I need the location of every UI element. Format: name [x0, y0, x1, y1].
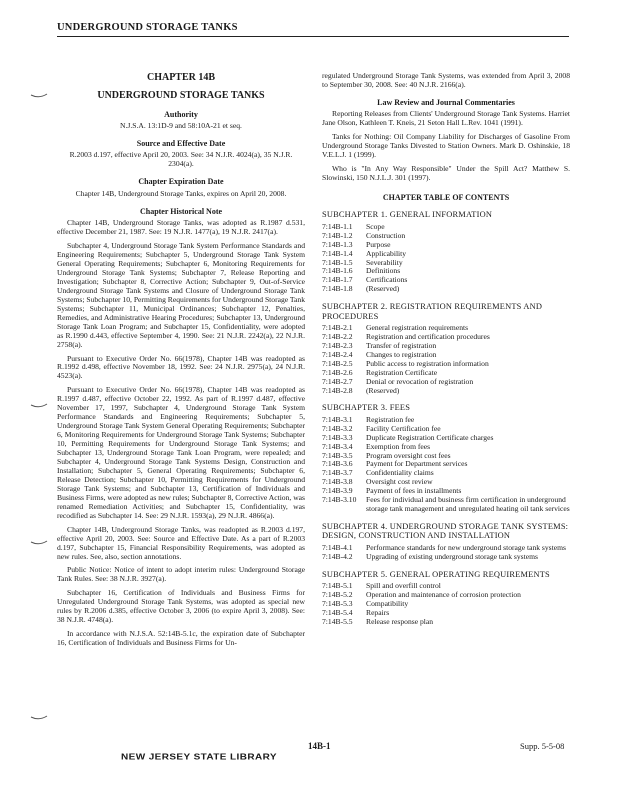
section-title: Oversight cost review	[366, 477, 433, 487]
history-paragraph: Subchapter 16, Certification of Individuals and Business Firms for Unregulated Underground Storage Tank Systems, was adopted as special new rules by R.2006 d.385, effective October 3, 2006 (to expire April 3, 2008). See: 38 N.J.R. 4748(a).	[57, 588, 305, 625]
section-title: (Reserved)	[366, 385, 400, 395]
section-number: 7:14B-3.9	[322, 486, 353, 496]
subchapter-heading: SUBCHAPTER 5. GENERAL OPERATING REQUIREMENTS	[322, 569, 550, 579]
section-title: Certifications	[366, 275, 408, 285]
running-head: UNDERGROUND STORAGE TANKS	[57, 22, 569, 37]
section-title: General registration requirements	[366, 323, 469, 333]
margin-mark-icon	[30, 715, 48, 721]
toc-entry	[322, 553, 570, 562]
section-number: 7:14B-3.7	[322, 468, 353, 478]
source-text: R.2003 d.197, effective April 20, 2003. See: 34 N.J.R. 4024(a), 35 N.J.R. 2304(a).	[69, 150, 293, 169]
law-review-entry: Who is "In Any Way Responsible" Under the Spill Act? Matthew S. Slowinski, 150 N.J.L.J. 301 (1997).	[322, 164, 570, 183]
margin-mark-icon	[30, 540, 48, 546]
section-title: Transfer of registration	[366, 341, 437, 351]
section-number: 7:14B-3.8	[322, 477, 353, 487]
toc-entry	[322, 460, 570, 469]
section-number: 7:14B-1.4	[322, 248, 353, 258]
law-review-entry: Reporting Releases from Clients' Underground Storage Tank Systems. Harriet Jane Olson, Kathleen T. Kneis, 21 Seton Hall L.Rev. 1041 (1991).	[322, 109, 570, 128]
section-title: Duplicate Registration Certificate charges	[366, 432, 494, 442]
toc-entry	[322, 223, 570, 232]
section-title: (Reserved)	[366, 284, 400, 294]
history-paragraph: Subchapter 4, Underground Storage Tank System Performance Standards and Engineering Requirements; Subchapter 5, Underground Storage Tank System General Operating Requirements; Subchapter 6, Monitoring Requirements for Underground Storage Tank Systems; Subchapter 7, Release Reporting and Investigation; Subchapter 8, Corrective Action; Subchapter 9, Out-of-Service Underground Storage Tank Systems and Closure of Underground Storage Tank Systems; Subchapter 10, Permitting Requirements for Underground Storage Tank Systems; Subchapter 11, Municipal Ordinances; Subchapter 12, Penalties, Remedies, and Administrative Hearing Procedures; Subchapter 13, Underground Storage Tank Loan Program; and Subchapter 15, Confidentiality, were adopted as R.1990 d.443, effective September 4, 1990. See: 21 N.J.R. 2242(a), 22 N.J.R. 2758(a).	[57, 241, 305, 349]
section-title: Construction	[366, 230, 406, 240]
history-paragraph: Chapter 14B, Underground Storage Tanks, was adopted as R.1987 d.531, effective December 21, 1987. See: 19 N.J.R. 1477(a), 19 N.J.R. 2417(a).	[57, 218, 305, 237]
page-number: 14B-1	[308, 741, 331, 751]
supplement-date: Supp. 5-5-08	[520, 741, 565, 751]
section-title: Denial or revocation of registration	[366, 376, 474, 386]
continued-paragraph: regulated Underground Storage Tank Systems, was extended from April 3, 2008 to September 30, 2008. See: 40 N.J.R. 2166(a).	[322, 71, 570, 89]
section-number: 7:14B-1.5	[322, 257, 353, 267]
toc-entry	[322, 267, 570, 276]
section-title: Applicability	[366, 248, 407, 258]
section-number: 7:14B-1.2	[322, 230, 353, 240]
toc-entry	[322, 241, 570, 250]
margin-mark-icon	[30, 403, 48, 409]
section-number: 7:14B-3.3	[322, 432, 353, 442]
section-title: Operation and maintenance of corrosion protection	[366, 590, 521, 600]
toc-entry	[322, 276, 570, 285]
section-number: 7:14B-2.7	[322, 376, 353, 386]
chapter-number: CHAPTER 14B	[146, 72, 216, 83]
law-review-heading: Law Review and Journal Commentaries	[377, 97, 515, 107]
subchapter-heading: SUBCHAPTER 4. UNDERGROUND STORAGE TANK SYSTEMS: DESIGN, CONSTRUCTION AND INSTALLATION	[322, 521, 569, 541]
source-heading: Source and Effective Date	[136, 138, 226, 148]
toc-entry	[322, 285, 570, 294]
expiration-text: Chapter 14B, Underground Storage Tanks, expires on April 20, 2008.	[75, 188, 287, 198]
section-number: 7:14B-2.8	[322, 385, 353, 395]
history-paragraph: In accordance with N.J.S.A. 52:14B-5.1c, the expiration date of Subchapter 16, Certification of Individuals and Business Firms for Un-	[57, 629, 305, 648]
right-column	[322, 72, 570, 627]
section-number: 7:14B-1.6	[322, 266, 353, 276]
section-number: 7:14B-2.1	[322, 323, 353, 333]
section-number: 7:14B-1.7	[322, 275, 353, 285]
toc-entry	[322, 250, 570, 259]
section-number: 7:14B-1.8	[322, 284, 353, 294]
section-number: 7:14B-3.4	[322, 441, 353, 451]
section-title: Exemption from fees	[366, 441, 431, 451]
toc-entry	[322, 600, 570, 609]
margin-mark-icon	[30, 93, 48, 99]
section-title: Registration fee	[366, 415, 415, 425]
chapter-title: UNDERGROUND STORAGE TANKS	[97, 89, 265, 101]
library-stamp: NEW JERSEY STATE LIBRARY	[121, 752, 277, 763]
section-title: Facility Certification fee	[366, 423, 441, 433]
section-number: 7:14B-2.3	[322, 341, 353, 351]
section-title: Purpose	[366, 239, 391, 249]
toc-entry	[322, 342, 570, 351]
history-paragraph: Public Notice: Notice of intent to adopt interim rules: Underground Storage Tank Rules. See: 38 N.J.R. 3927(a).	[57, 565, 305, 584]
toc-entry	[322, 618, 570, 627]
section-title: Scope	[366, 222, 385, 232]
section-title: Public access to registration information	[366, 358, 489, 368]
section-number: 7:14B-5.2	[322, 590, 353, 600]
subchapter-heading: SUBCHAPTER 1. GENERAL INFORMATION	[322, 210, 493, 220]
section-title: Definitions	[366, 266, 401, 276]
subchapter-heading: SUBCHAPTER 3. FEES	[322, 403, 411, 413]
expiration-heading: Chapter Expiration Date	[138, 177, 224, 187]
authority-text: N.J.S.A. 13:1D-9 and 58:10A-21 et seq.	[120, 121, 242, 131]
subchapter-heading: SUBCHAPTER 2. REGISTRATION REQUIREMENTS AND PROCEDURES	[322, 302, 543, 321]
section-title: Spill and overfill control	[366, 581, 441, 591]
section-title: Confidentiality claims	[366, 468, 434, 478]
authority-heading: Authority	[164, 109, 198, 119]
section-title: Severability	[366, 257, 403, 267]
section-number: 7:14B-5.3	[322, 599, 353, 609]
toc-entry	[322, 378, 570, 387]
section-title: Repairs	[366, 608, 390, 618]
section-title: Compatibility	[366, 599, 409, 609]
law-review-entry: Tanks for Nothing: Oil Company Liability for Discharges of Gasoline From Underground Storage Tanks Divested to Station Owners. Mark D. Oshinskie, 18 V.E.L.J. 1 (1999).	[322, 132, 570, 160]
history-paragraph: Pursuant to Executive Order No. 66(1978), Chapter 14B was readopted as R.1992 d.498, effective November 18, 1992. See: 24 N.J.R. 2975(a), 24 N.J.R. 4523(a).	[57, 353, 305, 381]
section-number: 7:14B-3.1	[322, 415, 353, 425]
section-title: Changes to registration	[366, 350, 437, 360]
section-number: 7:14B-2.2	[322, 332, 353, 342]
section-title: Fees for individual and business firm certification in underground storage tank management and unregulated heating oil tank services	[366, 494, 570, 513]
section-title: Registration and certification procedures	[366, 332, 490, 342]
toc-heading: CHAPTER TABLE OF CONTENTS	[382, 193, 510, 203]
table-of-contents	[322, 210, 570, 626]
toc-entry	[322, 609, 570, 618]
section-title: Payment for Department services	[366, 459, 468, 469]
section-number: 7:14B-3.5	[322, 450, 353, 460]
section-number: 7:14B-1.3	[322, 239, 353, 249]
section-number: 7:14B-1.1	[322, 222, 353, 232]
toc-entry	[322, 496, 570, 514]
toc-entry	[322, 591, 570, 600]
toc-entry	[322, 333, 570, 342]
section-number: 7:14B-5.1	[322, 581, 353, 591]
section-number: 7:14B-2.6	[322, 367, 353, 377]
section-number: 7:14B-3.6	[322, 459, 353, 469]
toc-entry	[322, 434, 570, 443]
section-number: 7:14B-3.2	[322, 423, 353, 433]
history-heading: Chapter Historical Note	[139, 206, 223, 216]
toc-entry	[322, 259, 570, 268]
section-title: Upgrading of existing underground storage tank systems	[366, 551, 538, 561]
section-title: Performance standards for new underground storage tank systems	[366, 543, 566, 553]
section-number: 7:14B-2.5	[322, 358, 353, 368]
history-paragraph: Pursuant to Executive Order No. 66(1978), Chapter 14B was readopted as R.1997 d.487, effective October 22, 1992. As part of R.1997 d.487, effective November 17, 1997, Subchapter 4, Underground Storage Tank System Performance Standards and Engineering Requirements; Subchapter 5, Underground Storage Tank System General Operating Requirements; Subchapter 6, Monitoring Requirements for Underground Storage Tank Systems; Subchapter 10, Permitting Requirements for Underground Storage Tank Systems; and Subchapter 13, Underground Storage Tank Loan Program, were repealed; and Subchapter 4, Underground Storage Tank Systems Design, Construction and Installation; Subchapter 5, General Operating Requirements; Subchapter 6, Release Detection; Subchapter 10, Permitting Requirements for Underground Storage Tank Systems; and Subchapter 13, Certification of Individuals and Business Firms, were adopted as new rules; Subchapter 8, Corrective Action, was renamed Remediation Activities; and Subchapter 15, Confidentiality, was recodified as Subchapter 14. See: 29 N.J.R. 1593(a), 29 N.J.R. 4866(a).	[57, 385, 306, 520]
section-number: 7:14B-5.5	[322, 616, 353, 626]
section-title: Program oversight cost fees	[366, 450, 451, 460]
section-title: Release response plan	[366, 616, 434, 626]
left-column	[57, 72, 305, 653]
history-paragraph: Chapter 14B, Underground Storage Tanks, was readopted as R.2003 d.197, effective April 20, 2003. See: Source and Effective Date. As a part of R.2003 d.197, Subchapter 15, Financial Responsibility Requirements, was adopted as new rules. See, also, section annotations.	[57, 524, 305, 561]
section-number: 7:14B-2.4	[322, 350, 353, 360]
section-title: Payment of fees in installments	[366, 486, 462, 496]
section-number: 7:14B-4.1	[322, 543, 353, 553]
section-number: 7:14B-3.10	[322, 494, 357, 504]
toc-entry	[322, 469, 570, 478]
toc-entry	[322, 416, 570, 425]
section-title: Registration Certificate	[366, 367, 438, 377]
toc-entry	[322, 360, 570, 369]
toc-entry	[322, 232, 570, 241]
toc-entry	[322, 387, 570, 396]
section-number: 7:14B-5.4	[322, 608, 353, 618]
section-number: 7:14B-4.2	[322, 551, 353, 561]
